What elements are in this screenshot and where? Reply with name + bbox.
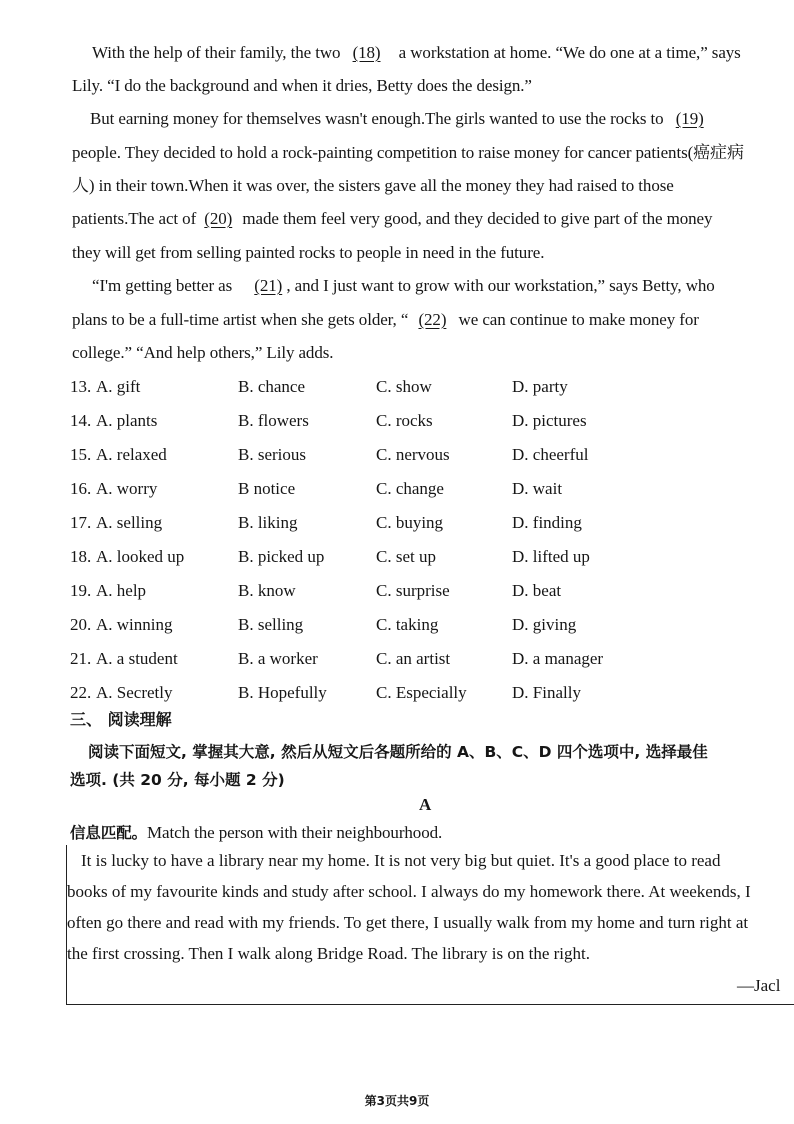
option-c: C. surprise (376, 581, 450, 600)
part-label: A (419, 795, 432, 814)
option-a: A. help (96, 581, 147, 600)
option-c: C. nervous (376, 445, 450, 464)
option-d: D. pictures (512, 411, 587, 430)
option-b: B. flowers (238, 411, 309, 430)
box-text-line: books of my favourite kinds and study after school. I always do my homework there. At weekends, I (67, 882, 751, 901)
option-a: A. selling (96, 513, 163, 532)
option-d: D. party (512, 377, 568, 396)
option-b: B. liking (238, 513, 298, 532)
option-c: C. taking (376, 615, 439, 634)
passage-line (72, 208, 712, 230)
passage-text: Lily. “I do the background and when it dries, Betty does the design.” (72, 76, 532, 95)
option-d: D. Finally (512, 683, 581, 702)
section-heading: 三、 阅读理解 (70, 710, 172, 729)
option-b: B. chance (238, 377, 306, 396)
question-number: 18. (70, 547, 92, 566)
passage-text: plans to be a full-time artist when she gets older, “ (72, 310, 409, 329)
page-number: 第3页共9页 (364, 1094, 430, 1108)
passage-text: But earning money for themselves wasn't enough.The girls wanted to use the rocks to (90, 109, 664, 128)
option-d: D. beat (512, 581, 562, 600)
option-b: B. serious (238, 445, 306, 464)
passage-text: they will get from selling painted rocks to people in need in the future. (72, 243, 545, 262)
task-text: Match the person with their neighbourhood. (147, 823, 443, 842)
box-signature: —Jacl (737, 976, 781, 995)
passage-line (92, 42, 741, 64)
option-a: A. a student (96, 649, 178, 668)
blank-19: (19) (675, 109, 704, 128)
option-a: A. looked up (96, 547, 185, 566)
question-number: 15. (70, 445, 92, 464)
option-a: A. plants (96, 411, 158, 430)
option-b: B notice (238, 479, 296, 498)
option-b: B. Hopefully (238, 683, 327, 702)
section-instruction: 阅读下面短文, 掌握其大意, 然后从短文后各题所给的 A、B、C、D 四个选项中, 选择最佳 (88, 743, 708, 761)
option-c: C. change (376, 479, 444, 498)
option-a: A. worry (96, 479, 158, 498)
question-number: 20. (70, 615, 92, 634)
blank-21: (21) (254, 276, 283, 295)
option-d: D. a manager (512, 649, 604, 668)
option-a: A. relaxed (96, 445, 167, 464)
box-text-line: often go there and read with my friends. To get there, I usually walk from my home and turn right at (67, 913, 749, 932)
task-label: 信息匹配。 (70, 824, 148, 842)
option-d: D. giving (512, 615, 577, 634)
option-c: C. rocks (376, 411, 433, 430)
passage-text: we can continue to make money for (458, 310, 699, 329)
question-number: 21. (70, 649, 92, 668)
option-d: D. finding (512, 513, 582, 532)
passage-text: , and I just want to grow with our workstation,” says Betty, who (286, 276, 715, 295)
passage-line (72, 142, 744, 164)
passage-text: people. They decided to hold a rock-painting competition to raise money for cancer patients(癌症病 (72, 143, 744, 162)
box-text-line: It is lucky to have a library near my home. It is not very big but quiet. It's a good place to read (81, 851, 721, 870)
question-number: 16. (70, 479, 92, 498)
option-b: B. a worker (238, 649, 318, 668)
option-b: B. picked up (238, 547, 325, 566)
option-a: A. Secretly (96, 683, 173, 702)
option-d: D. wait (512, 479, 563, 498)
section-instruction: 选项. (共 20 分, 每小题 2 分) (70, 771, 285, 789)
passage-line (72, 309, 699, 331)
question-number: 22. (70, 683, 92, 702)
reading-passage-box (66, 845, 794, 1005)
passage-text: a workstation at home. “We do one at a time,” says (398, 43, 741, 62)
task-line (70, 822, 442, 844)
question-number: 17. (70, 513, 92, 532)
option-c: C. show (376, 377, 432, 396)
box-text-line: the first crossing. Then I walk along Bridge Road. The library is on the right. (67, 944, 590, 963)
question-number: 19. (70, 581, 92, 600)
passage-text: With the help of their family, the two (92, 43, 341, 62)
passage-line (92, 275, 715, 297)
option-c: C. an artist (376, 649, 451, 668)
option-d: D. cheerful (512, 445, 589, 464)
passage-line (72, 175, 674, 197)
option-d: D. lifted up (512, 547, 590, 566)
option-c: C. set up (376, 547, 436, 566)
blank-18: (18) (352, 43, 381, 62)
blank-22: (22) (418, 310, 447, 329)
passage-text: college.” “And help others,” Lily adds. (72, 343, 334, 362)
passage-text: “I'm getting better as (92, 276, 233, 295)
option-c: C. Especially (376, 683, 467, 702)
passage-text: 人) in their town.When it was over, the sisters gave all the money they had raised to those (72, 176, 674, 195)
passage-line (90, 108, 704, 130)
option-b: B. know (238, 581, 296, 600)
option-b: B. selling (238, 615, 304, 634)
passage-text: patients.The act of (72, 209, 197, 228)
passage-text: made them feel very good, and they decided to give part of the money (242, 209, 713, 228)
passage-line (72, 342, 333, 364)
option-a: A. winning (96, 615, 173, 634)
blank-20: (20) (204, 209, 233, 228)
question-number: 14. (70, 411, 92, 430)
passage-line (72, 75, 532, 97)
passage-line (72, 242, 544, 264)
option-a: A. gift (96, 377, 141, 396)
question-number: 13. (70, 377, 92, 396)
option-c: C. buying (376, 513, 444, 532)
